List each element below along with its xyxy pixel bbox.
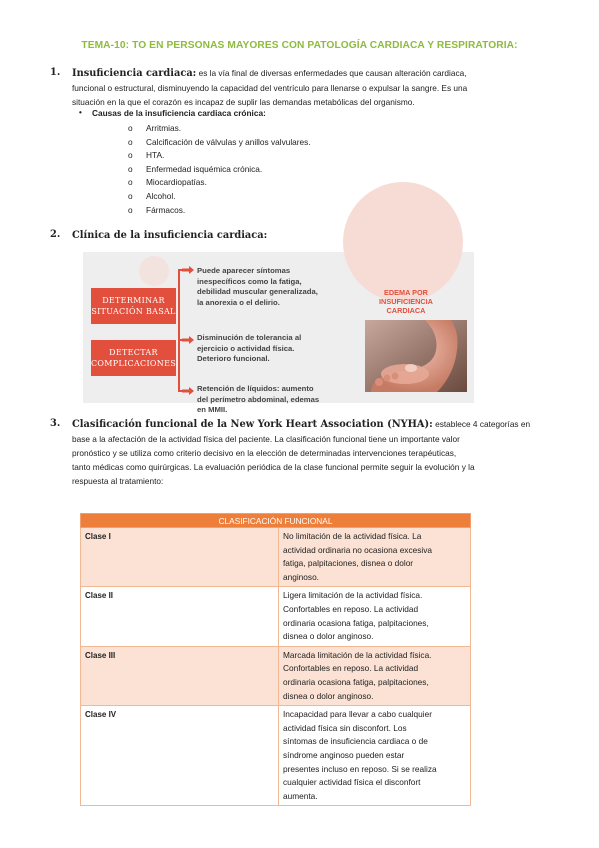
list-item-text: Calcificación de válvulas y anillos valvulares. <box>146 136 311 147</box>
item-line: la anorexia o el delirio. <box>197 297 280 307</box>
causes-title <box>79 108 266 118</box>
item-line: inespecíficos como la fatiga, <box>197 276 302 286</box>
description-line: cualquier actividad física el disconfort <box>283 777 421 788</box>
description-line: fatiga, palpitaciones, disnea o dolor <box>283 558 414 569</box>
class-label: Clase I <box>81 528 279 587</box>
edema-foot-photo <box>365 320 467 392</box>
section-number: 1. <box>50 67 61 78</box>
decorative-circle <box>139 256 169 286</box>
item-line: del perímetro abdominal, edemas <box>197 394 320 404</box>
description-line: actividad ordinaria no ocasiona excesiva <box>283 544 432 555</box>
paragraph-line: base a la afectación de la actividad física del paciente. La clasificación funcional tiene un importante valor <box>72 434 460 444</box>
decorative-circle <box>343 182 463 302</box>
list-item <box>128 205 311 219</box>
section-number: 2. <box>50 229 61 240</box>
table-row <box>81 706 471 806</box>
arrow-right-icon <box>182 336 194 344</box>
description-line: actividad física sin disconfort. Los <box>283 722 407 733</box>
list-item-text: Fármacos. <box>146 204 186 215</box>
list-marker: o <box>128 136 133 147</box>
description-line: No limitación de la actividad física. La <box>283 531 422 541</box>
class-description <box>279 706 471 806</box>
class-description <box>279 528 471 587</box>
list-item <box>128 191 311 205</box>
description-line: disnea o dolor anginoso. <box>283 690 374 701</box>
description-line: Incapacidad para llevar a cabo cualquier <box>283 709 432 720</box>
item-line: Disminución de tolerancia al <box>197 333 302 342</box>
paragraph-line: pronóstico y se utiliza como criterio decisivo en la elección de determinadas intervenciones terapéuticas, <box>72 448 457 458</box>
list-item-text: HTA. <box>146 150 165 161</box>
description-line: Ligera limitación de la actividad física. <box>283 590 423 601</box>
paragraph-line: situación en la que el corazón es incapaz de suplir las demandas metabólicas del organismo. <box>72 97 415 107</box>
paragraph-line: tanto médicas como quirúrgicas. La evaluación periódica de la clase funcional permite seguir la evolución y la <box>72 462 475 472</box>
fluid-retention-item <box>197 384 345 416</box>
paragraph-line: respuesta al tratamiento: <box>72 476 164 486</box>
item-line: ejercicio o actividad física. <box>197 343 295 353</box>
label-line: INSUFICIENCIA <box>379 297 433 306</box>
box-line: DETERMINAR <box>102 296 165 305</box>
label-line: EDEMA POR <box>384 288 428 297</box>
table-row <box>81 646 471 705</box>
arrow-right-icon <box>182 266 194 274</box>
table-row <box>81 587 471 646</box>
label-line: CARDIACA <box>386 306 426 315</box>
description-line: presentes incluso en reposo. Si se realiza <box>283 763 437 774</box>
arrow-right-icon <box>182 387 194 395</box>
description-line: disnea o dolor anginoso. <box>283 631 374 642</box>
description-line: síndrome anginoso pueden estar <box>283 749 405 760</box>
list-item-text: Enfermedad isquémica crónica. <box>146 163 263 174</box>
section-heading: Insuficiencia cardiaca: <box>72 68 197 79</box>
list-marker: o <box>128 123 133 133</box>
box-line: SITUACIÓN BASAL <box>91 307 176 316</box>
list-marker: o <box>128 163 133 174</box>
section-nyha <box>50 417 564 488</box>
list-marker: o <box>128 177 133 188</box>
class-description <box>279 646 471 705</box>
item-line: Retención de líquidos: aumento <box>197 384 314 393</box>
paragraph-line: es la vía final de diversas enfermedades que causan alteración cardiaca, <box>198 68 467 78</box>
class-label: Clase II <box>81 587 279 646</box>
description-line: ordinaria ocasiona fatiga, palpitaciones, <box>283 676 429 687</box>
list-item <box>128 137 311 151</box>
page-title: TEMA-10: TO EN PERSONAS MAYORES CON PATOLOGÍA CARDIACA Y RESPIRATORIA: <box>81 40 518 51</box>
table-row <box>81 528 471 587</box>
causes-list <box>128 123 311 218</box>
bullet-marker: • <box>79 108 82 117</box>
bracket-line <box>178 269 180 392</box>
section-insuficiencia-cardiaca <box>50 66 564 109</box>
list-item <box>128 164 311 178</box>
description-line: Marcada limitación de la actividad física. <box>283 649 432 660</box>
list-marker: o <box>128 150 133 161</box>
paragraph-line: funcional o estructural, disminuyendo la capacidad del ventrículo para llenarse o expulsar la sangre. Es una <box>72 83 468 93</box>
description-line: síntomas de insuficiencia cardiaca o de <box>283 736 428 747</box>
list-item-text: Alcohol. <box>146 190 176 201</box>
determinar-box <box>91 288 176 324</box>
list-marker: o <box>128 204 133 215</box>
description-line: anginoso. <box>283 571 319 582</box>
section-heading: Clínica de la insuficiencia cardiaca: <box>72 230 268 241</box>
class-description <box>279 587 471 646</box>
description-line: Confortables en reposo. La actividad <box>283 603 419 614</box>
list-item <box>128 150 311 164</box>
box-line: COMPLICACIONES <box>91 359 176 368</box>
tolerance-item <box>197 333 345 365</box>
section-heading: Clasificación funcional de la New York Heart Association (NYHA): <box>72 419 433 430</box>
list-item <box>128 123 311 137</box>
item-line: debilidad muscular generalizada, <box>197 287 318 297</box>
list-item <box>128 177 311 191</box>
section-clinica <box>50 228 564 243</box>
symptom-item <box>197 266 345 308</box>
item-line: Deterioro funcional. <box>197 354 270 364</box>
paragraph-line: establece 4 categorías en <box>435 419 531 429</box>
list-item-text: Miocardiopatías. <box>146 177 207 188</box>
edema-label <box>367 288 445 315</box>
detectar-box <box>91 340 176 376</box>
table-header: CLASIFICACIÓN FUNCIONAL <box>81 514 471 528</box>
list-item-text: Arritmias. <box>146 123 182 133</box>
description-line: ordinaria ocasiona fatiga, palpitaciones, <box>283 617 429 628</box>
causes-title-text: Causas de la insuficiencia cardiaca crónica: <box>92 108 266 118</box>
item-line: en MMII. <box>197 405 228 415</box>
item-line: Puede aparecer síntomas <box>197 266 291 275</box>
table-header-row <box>81 514 471 528</box>
clinica-infographic <box>83 252 474 415</box>
box-line: DETECTAR <box>109 348 158 357</box>
class-label: Clase IV <box>81 706 279 806</box>
list-marker: o <box>128 190 133 201</box>
description-line: aumenta. <box>283 790 318 801</box>
description-line: Confortables en reposo. La actividad <box>283 663 419 674</box>
section-number: 3. <box>50 418 61 429</box>
class-label: Clase III <box>81 646 279 705</box>
classification-table <box>80 513 471 806</box>
